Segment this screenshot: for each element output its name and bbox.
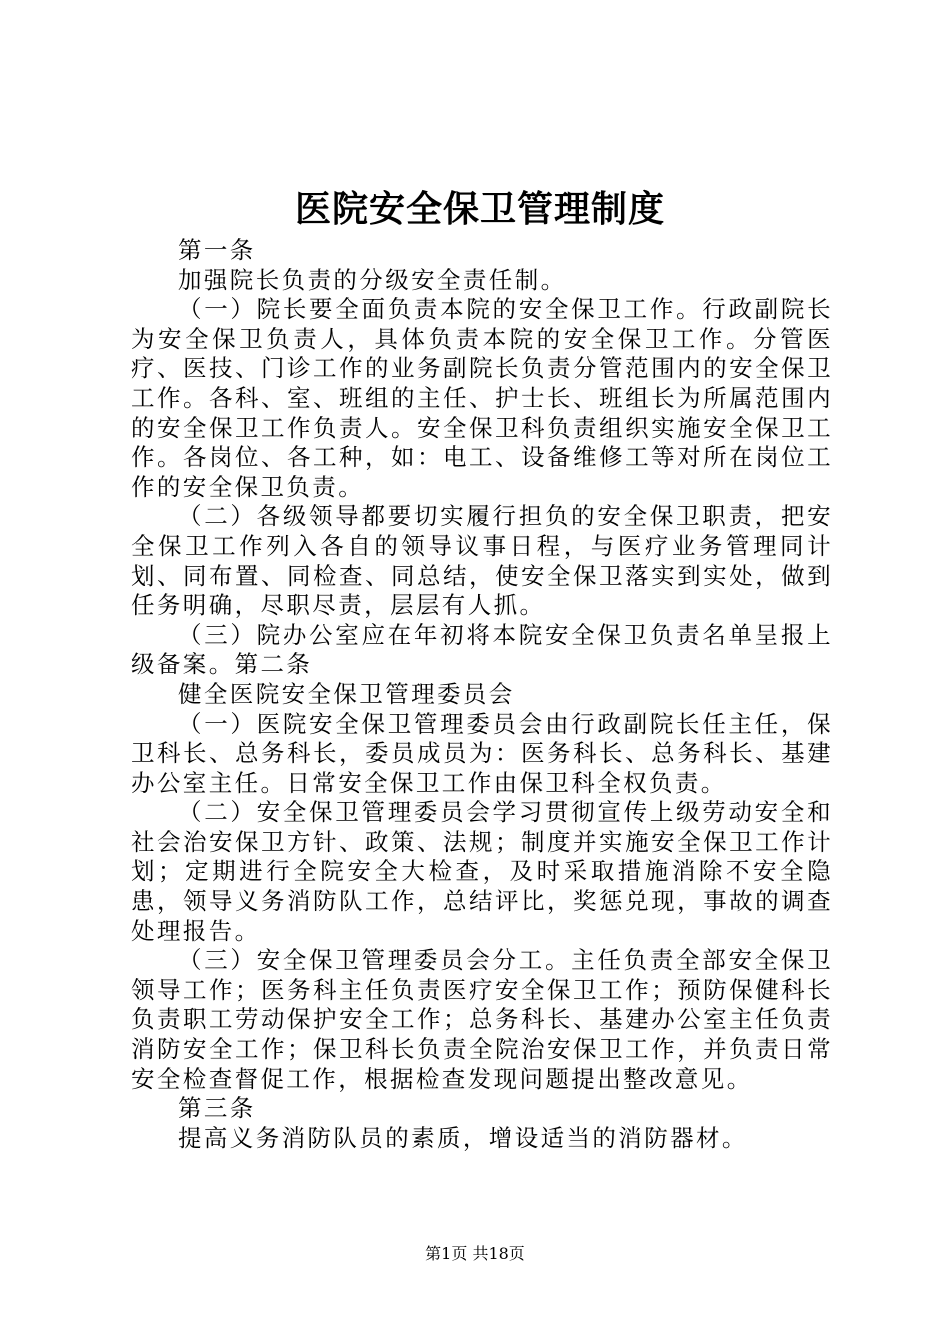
page-footer: 第1页 共18页 (425, 1244, 525, 1263)
paragraph: （三）安全保卫管理委员会分工。主任负责全部安全保卫领导工作；医务科主任负责医疗安全保卫工作；预防保健科长负责职工劳动保护安全工作；总务科长、基建办公室主任负责消防安全工作；保卫科长负责全院治安保卫工作，并负责日常安全检查督促工作，根据检查发现问题提出整改意见。 (131, 946, 833, 1093)
document-body (131, 236, 833, 1153)
paragraph: （三）院办公室应在年初将本院安全保卫负责名单呈报上级备案。第二条 (131, 620, 833, 679)
article-heading-1: 第一条 (178, 236, 256, 264)
paragraph: 健全医院安全保卫管理委员会 (178, 679, 515, 708)
paragraph: 提高义务消防队员的素质，增设适当的消防器材。 (178, 1123, 748, 1152)
paragraph: （二）安全保卫管理委员会学习贯彻宣传上级劳动安全和社会治安保卫方针、政策、法规；制度并实施安全保卫工作计划；定期进行全院安全大检查，及时采取措施消除不安全隐患，领导义务消防队工作，总结评比，奖惩兑现，事故的调查处理报告。 (131, 798, 833, 945)
paragraph: （一）医院安全保卫管理委员会由行政副院长任主任，保卫科长、总务科长，委员成员为：医务科长、总务科长、基建办公室主任。日常安全保卫工作由保卫科全权负责。 (131, 709, 833, 797)
paragraph: 加强院长负责的分级安全责任制。 (178, 265, 567, 294)
paragraph: （二）各级领导都要切实履行担负的安全保卫职责，把安全保卫工作列入各自的领导议事日程，与医疗业务管理同计划、同布置、同检查、同总结，使安全保卫落实到实处，做到任务明确，尽职尽责，层层有人抓。 (131, 502, 833, 620)
page-title: 医院安全保卫管理制度 (294, 188, 665, 230)
paragraph: （一）院长要全面负责本院的安全保卫工作。行政副院长为安全保卫负责人，具体负责本院的安全保卫工作。分管医疗、医技、门诊工作的业务副院长负责分管范围内的安全保卫工作。各科、室、班组的主任、护士长、班组长为所属范围内的安全保卫工作负责人。安全保卫科负责组织实施安全保卫工作。各岗位、各工种，如：电工、设备维修工等对所在岗位工作的安全保卫负责。 (131, 295, 833, 501)
article-heading-3: 第三条 (178, 1094, 256, 1123)
